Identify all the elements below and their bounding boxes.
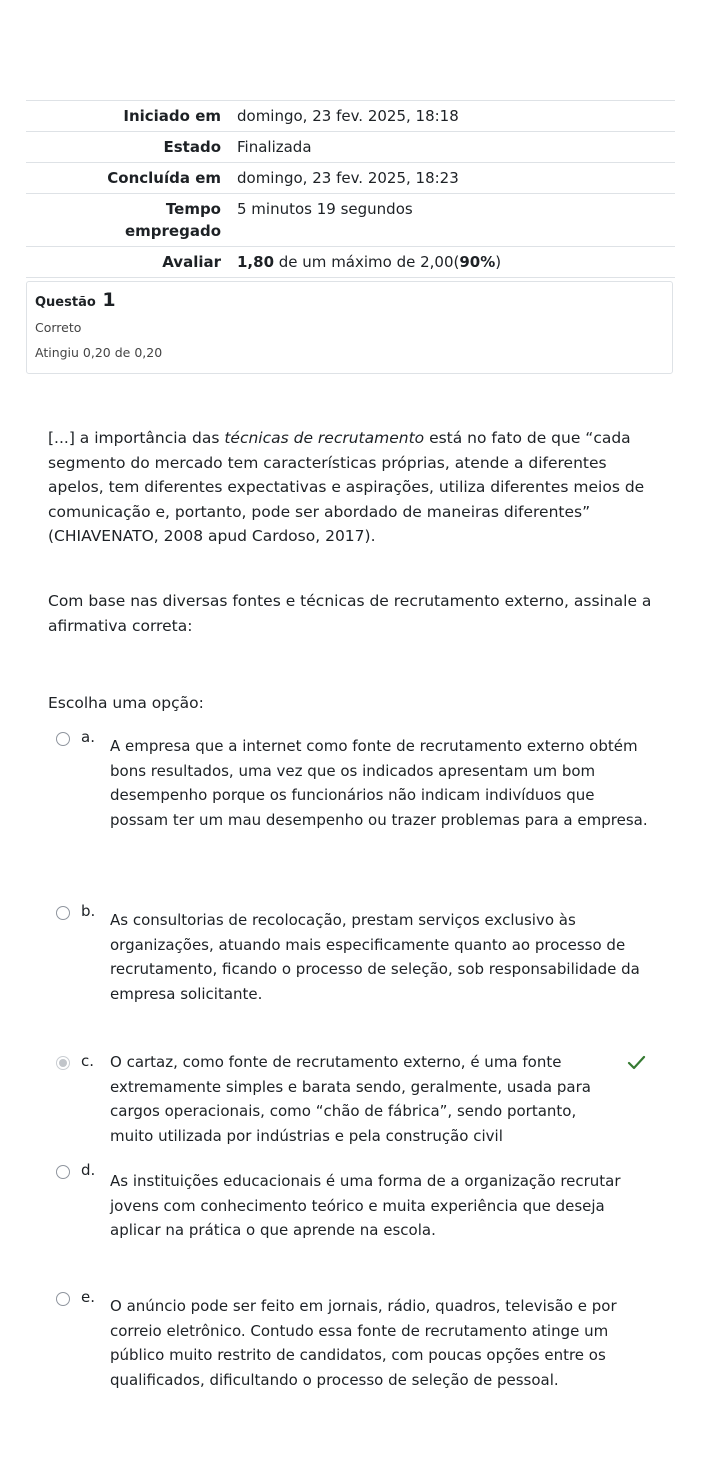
radio-option-d[interactable] bbox=[56, 1165, 70, 1179]
option-letter: b. bbox=[81, 902, 96, 920]
radio-option-a[interactable] bbox=[56, 732, 70, 746]
question-number bbox=[35, 289, 664, 314]
radio-option-b[interactable] bbox=[56, 906, 70, 920]
question-instruction: Com base nas diversas fontes e técnicas de recrutamento externo, assinale a afirmativa correta: bbox=[48, 592, 652, 635]
radio-option-e[interactable] bbox=[56, 1292, 70, 1306]
summary-value: Finalizada bbox=[237, 138, 312, 156]
question-text bbox=[48, 426, 658, 549]
question-text-start: [...] a importância das bbox=[48, 429, 225, 447]
grade-percent: 90% bbox=[459, 253, 496, 271]
question-label: Questão bbox=[35, 295, 96, 310]
option-text: O anúncio pode ser feito em jornais, rádio, quadros, televisão e por correio eletrônico. Contudo essa fonte de recrutamento atinge um público muito restrito de candidatos, com poucas opções entre os qualificados, dificultando o processo de seleção de pessoal. bbox=[110, 1297, 617, 1389]
grade-end: ) bbox=[495, 253, 502, 271]
attempt-summary bbox=[26, 100, 675, 278]
option-text: As instituições educacionais é uma forma de a organização recrutar jovens com conhecimento teórico e muita experiência que deseja aplicar na prática o que aprende na escola. bbox=[110, 1172, 621, 1239]
option-text: A empresa que a internet como fonte de recrutamento externo obtém bons resultados, uma vez que os indicados apresentam um bom desempenho porque os funcionários não indicam indivíduos que possam ter um mau desempenho ou trazer problemas para a empresa. bbox=[110, 737, 648, 829]
question-grade: Atingiu 0,20 de 0,20 bbox=[35, 345, 163, 360]
question-num: 1 bbox=[102, 289, 116, 311]
check-icon bbox=[626, 1054, 646, 1072]
summary-value bbox=[231, 247, 675, 278]
summary-value: domingo, 23 fev. 2025, 18:23 bbox=[237, 169, 459, 187]
summary-label: Tempo empregado bbox=[124, 200, 221, 240]
summary-row-started bbox=[26, 101, 675, 132]
option-letter: a. bbox=[81, 728, 95, 746]
radio-option-c[interactable] bbox=[56, 1056, 70, 1070]
question-text-end: está no fato de que “cada segmento do mercado tem características próprias, atende a diferentes apelos, tem diferentes expectativas e aspirações, utiliza diferentes meios de comunicação e, portanto, pode ser abordado de maneiras diferentes” (CHIAVENATO, 2008 apud Cardoso, 2017). bbox=[48, 429, 645, 545]
grade-mid: de um máximo de 2,00( bbox=[274, 253, 460, 271]
summary-value: domingo, 23 fev. 2025, 18:18 bbox=[237, 107, 459, 125]
summary-row-state bbox=[26, 132, 675, 163]
summary-row-completed bbox=[26, 163, 675, 194]
option-letter: e. bbox=[81, 1288, 95, 1306]
option-text: As consultorias de recolocação, prestam serviços exclusivo às organizações, atuando mais especificamente quanto ao processo de recrutamento, ficando o processo de seleção, sob responsabilidade da empresa solicitante. bbox=[110, 911, 640, 1003]
option-text: O cartaz, como fonte de recrutamento externo, é uma fonte extremamente simples e barata sendo, geralmente, usada para cargos operacionais, como “chão de fábrica”, sendo portanto, muito utilizada por indústrias e pela construção civil bbox=[110, 1053, 591, 1145]
option-letter: c. bbox=[81, 1052, 95, 1070]
summary-label: Iniciado em bbox=[123, 107, 221, 125]
summary-value: 5 minutos 19 segundos bbox=[237, 200, 413, 218]
question-state: Correto bbox=[35, 320, 82, 335]
answer-prompt: Escolha uma opção: bbox=[48, 694, 204, 712]
summary-row-time bbox=[26, 194, 675, 247]
grade-score: 1,80 bbox=[237, 253, 275, 271]
summary-label: Concluída em bbox=[107, 169, 221, 187]
question-info bbox=[26, 281, 673, 374]
question-text-emphasis: técnicas de recrutamento bbox=[224, 429, 425, 447]
summary-row-grade bbox=[26, 247, 675, 278]
summary-label: Estado bbox=[163, 138, 221, 156]
option-letter: d. bbox=[81, 1161, 96, 1179]
summary-label: Avaliar bbox=[162, 253, 221, 271]
